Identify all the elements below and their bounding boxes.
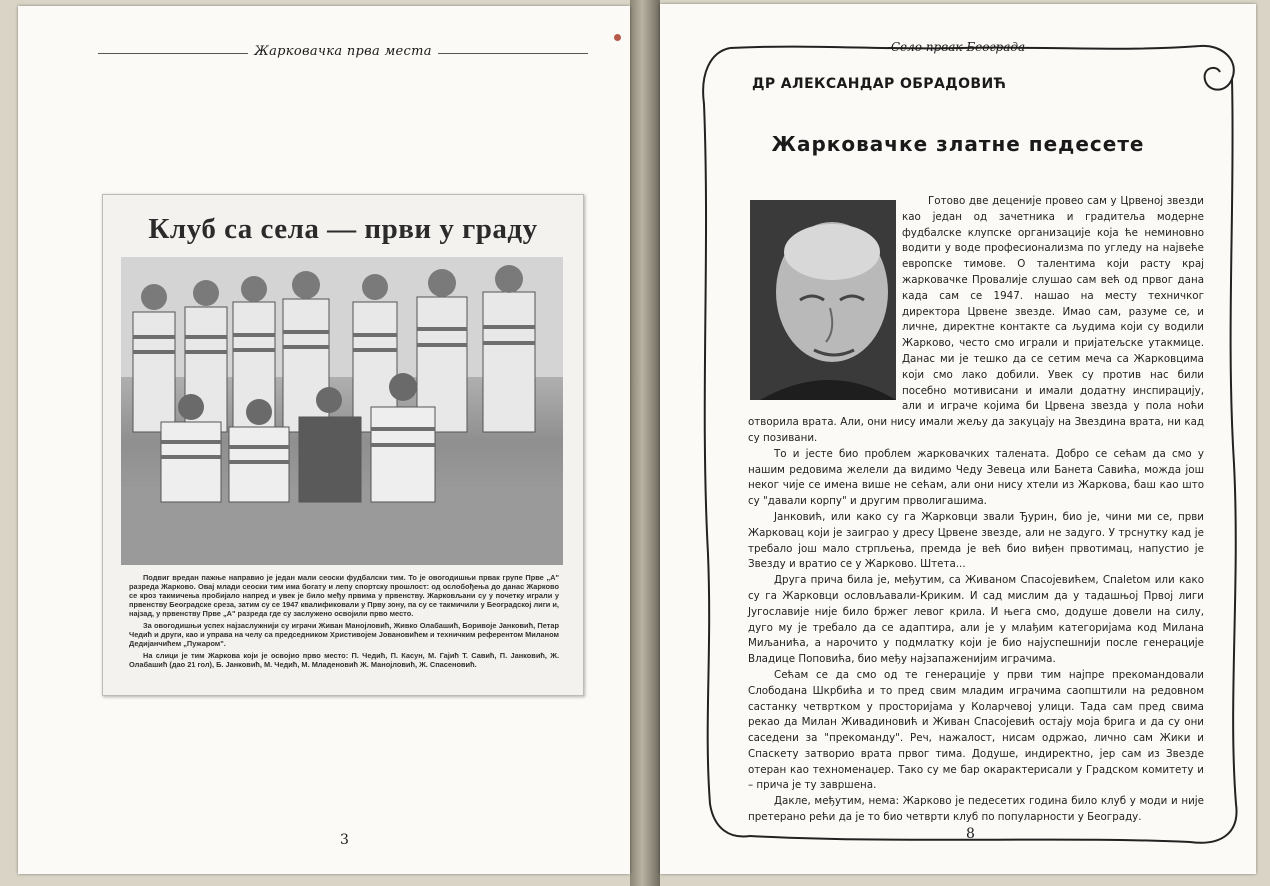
article-paragraph: То и јесте био проблем жарковачких талената. Добро се сећам да смо у нашим редовима желели да видимо Чеду Зевеца или Банета Савића, можда још неког чије се имена више не сећам, али они нису хтели из Жаркова, баш као што су "давали корпу" и другим прволигашима. — [748, 447, 1204, 508]
clipping-paragraph: За овогодишњи успех најзаслужнији су играчи Живан Манојловић, Живко Олабашић, Боривоје Јанковић, Петар Чедић и други, као и управа на челу са председником Христивојем Јовановићем и техничким референтом Миланом Дедијанчићем „Пужаром". — [129, 621, 559, 648]
clipping-paragraph: Подвиг вредан пажње направио је један мали сеоски фудбалски тим. То је овогодишњи првак групе Прве „А" разреда Жарково. Овај млади сеоски тим има богату и лепу спортску прошлост: од ослобођења до данас Жарково се кроз такмичења пробијало напред и увек је било међу првима у првенству. Жарковљани су у почетку играли у првенству Београдске среза, затим су се 1947 квалификовали у Прву зону, па су се такмичили у Београдској лиги и, најзад, у првенству Прве „А" разреда где су заслужено освојили прво место. — [129, 573, 559, 618]
team-photo — [121, 257, 563, 565]
clipping-paragraph: На слици је тим Жаркова који је освојио прво место: П. Чедић, П. Касун, М. Гајић Т. Савић, П. Јанковић, Ж. Олабашић (дао 21 гол), Б. Јанковић, М. Чедић, М. Младеновић Ж. Манојловић, Ж. Спасеновић. — [129, 651, 559, 669]
article-paragraph: Готово две деценије провео сам у Црвеној звезди као један од зачетника и градитеља модерне фудбалске клупске организације која ће неминовно водити у воде професионализма по угледу на највеће европске тимове. О талентима који расту крај жарковачке Провалије слушао сам већ од првог дана када сам се 1947. нашао на месту техничког директора Црвене звезде. Имао сам, разуме се, и личне, директне контакте са људима који су водили Жарково, често смо играли и пријатељске утакмице. Данас ми је тешко да се сетим меча са Жарковцима који смо лако добили. Увек су против нас били посебно мотивисани и имали додатну инспирацију, али и играче којима би Црвена звезда у пола ноћи отворила врата. Али, они нису имали жељу да закуцају на Звездина врата, ни кад су позивани. — [748, 195, 1204, 444]
team-photo-drawing — [121, 257, 563, 565]
article-paragraph: Дакле, међутим, нема: Жарково је педесетих година било клуб у моди и није претерано рећи да је то био четврти клуб по популарности у Београду. — [748, 795, 1204, 824]
article-paragraph: Друга прича била је, међутим, са Живаном Спасојевићем, Спаletом или како су га Жарковци ословљавали-Криким. И сад мислим да у тадашњој Првој лиги Југославије није било бржег левог крила. И њега смо, додуше довели на силу, дуго му је требало да се адаптира, али је у млађим категоријама код Милана Миљанића, а нарочито у подмлатку који је био најуспешнији после генерације Владице Поповића, био међу најзапаженијим играчима. — [748, 574, 1204, 666]
article-title: Жарковачке златне педесете — [771, 132, 1145, 156]
right-page-number: 8 — [966, 826, 975, 842]
right-running-head: -Село првак Београда- — [886, 40, 1030, 54]
clipping-title: Клуб са села — први у граду — [148, 213, 538, 245]
portrait-spacer — [748, 194, 902, 402]
clipping-text — [129, 573, 559, 672]
newspaper-clipping — [102, 194, 584, 696]
article-paragraph: Сећам се да смо од те генерације у први тим најпре прекомандовали Слободана Шкрбића и то пред свим младим играчима саопштили на редовном састанку четвртком у просторијама у Коларчевој улици. Тада сам пред свима рекао да Милан Живадиновић и Живан Спасојевић остају моја брига и да су они саседени за "прекоманду". Реч, нажалост, нисам одржао, лично сам Жики и Спаскету затворио врата првог тима. Додуше, индиректно, јер сам из Звезде отеран као техноменаџер. Тако су ме бар окарактерисали у Градском комитету и – прича је ту завршена. — [748, 668, 1204, 792]
right-page — [660, 4, 1256, 874]
ink-dot — [614, 34, 621, 41]
article-body — [748, 194, 1204, 826]
left-page — [18, 6, 630, 874]
article-author: ДР АЛЕКСАНДАР ОБРАДОВИЋ — [752, 76, 1007, 92]
left-running-head: Жарковачка прва места — [98, 44, 588, 59]
article-paragraph: Јанковић, или како су га Жарковци звали Ђурин, био је, чини ми се, први Жарковац који је заиграо у дресу Црвене звезде, али не задуго. У трснутку кад је требало још мало стрпљења, премда је већ био виђен првотимац, напустио је Звезду и вратио се у Жарково. Штета... — [748, 510, 1204, 571]
book-spine — [630, 0, 660, 886]
left-page-number: 3 — [340, 832, 349, 848]
